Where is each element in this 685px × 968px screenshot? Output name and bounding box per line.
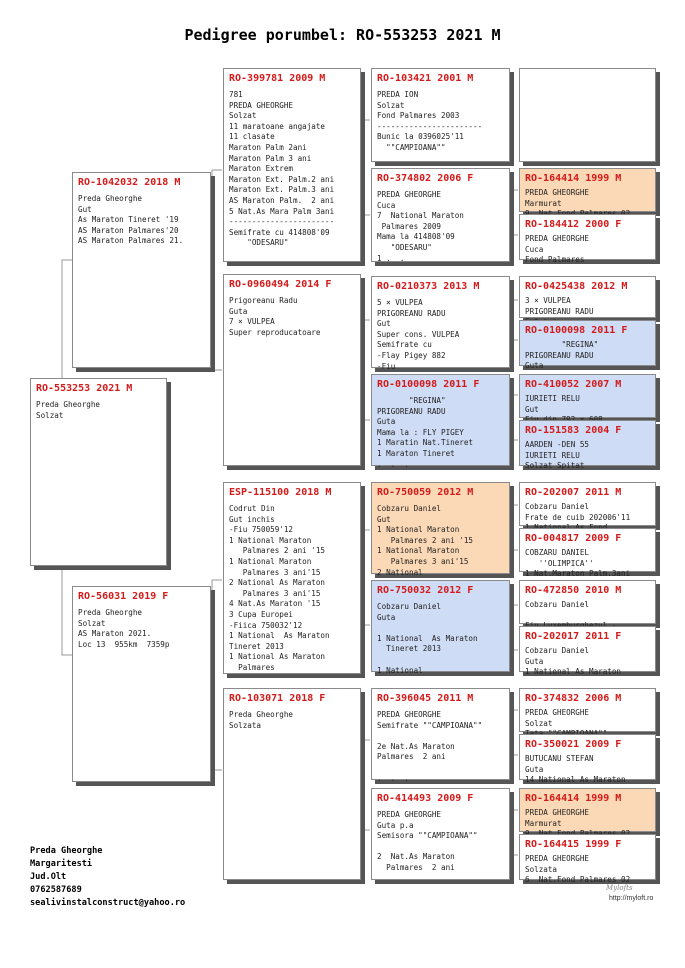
pigeon-details: Preda Gheorghe Solzat AS Maraton 2021. Loc 13 955km 7359p	[78, 608, 170, 649]
pigeon-details: Cobzaru Daniel Guta 1 National As Maraton	[525, 646, 622, 677]
pigeon-details: BUTUCANU STEFAN Guta 14 National As Maraton	[525, 754, 626, 785]
pigeon-card-gen4-4[interactable]	[519, 214, 656, 265]
pigeon-card-gen3-7[interactable]	[371, 688, 510, 783]
ring-number: RO-004817 2009 F	[525, 533, 622, 544]
pigeon-card-gen3-8[interactable]	[371, 788, 510, 880]
pigeon-card-gen4-7[interactable]	[519, 374, 656, 418]
pigeon-card-dam-dam[interactable]	[223, 688, 361, 880]
ring-number: RO-164415 1999 F	[525, 839, 622, 850]
pigeon-card-sire-dam[interactable]	[223, 274, 361, 466]
pigeon-card-gen3-5[interactable]	[371, 482, 510, 577]
ring-number: RO-56031 2019 F	[78, 591, 169, 602]
pigeon-details: 5 × VULPEA PRIGOREANU RADU Gut Super cons. VULPEA Semifrate cu -Flay Pigey 882 -Fiu	[377, 298, 460, 371]
pigeon-card-gen4-10[interactable]	[519, 528, 656, 579]
ring-number: RO-103071 2018 F	[229, 693, 326, 704]
pigeon-details: PREDA GHEORGHE Guta p.a Semisora ""CAMPIOANA"" 2 Nat.As Maraton Palmares 2 ani	[377, 810, 478, 872]
ring-number: ESP-115100 2018 M	[229, 487, 332, 498]
pigeon-details: Preda Gheorghe Solzat	[36, 400, 101, 420]
pigeon-details: 781 PREDA GHEORGHE Solzat 11 maratoane angajate 11 clasate Maraton Palm 2ani Maraton Palm 3 ani Maraton Extrem Maraton Ext. Palm.2 ani Maraton Ext. Palm.3 ani AS Maraton Palm. 2 ani 5 Nat.As Mara Palm 3ani ----------------------- Semifrate cu 414808'09 "ODESARU"	[229, 90, 335, 248]
pigeon-card-gen3-4[interactable]	[371, 374, 510, 469]
owner-county: Jud.Olt	[30, 872, 67, 882]
ring-number: RO-553253 2021 M	[36, 383, 133, 394]
pigeon-details: PREDA GHEORGHE Marmurat	[525, 808, 590, 828]
pigeon-card-gen3-3[interactable]	[371, 276, 510, 371]
ring-number: RO-472850 2010 M	[525, 585, 622, 596]
pigeon-details: Preda Gheorghe Solzata	[229, 710, 294, 730]
ring-number: RO-750059 2012 M	[377, 487, 474, 498]
page-title: Pedigree porumbel: RO-553253 2021 M	[184, 26, 501, 44]
ring-number: RO-396045 2011 M	[377, 693, 474, 704]
owner-contact-block	[30, 845, 185, 910]
ring-number: RO-1042032 2018 M	[78, 177, 181, 188]
pigeon-card-gen4-12[interactable]	[519, 626, 656, 677]
ring-number: RO-0210373 2013 M	[377, 281, 480, 292]
pigeon-card-gen4-14[interactable]	[519, 734, 656, 785]
ring-number: RO-164414 1999 M	[525, 793, 622, 804]
pigeon-card-gen4-empty	[519, 68, 656, 162]
ring-number: RO-184412 2000 F	[525, 219, 622, 230]
ring-number: RO-0100098 2011 F	[525, 325, 628, 336]
ring-number: RO-0425438 2012 M	[525, 281, 628, 292]
footer-signature: Mylofts	[606, 884, 633, 892]
pigeon-card-gen3-2[interactable]	[371, 168, 510, 262]
pigeon-details: COBZARU DANIEL ''OLIMPICA'' 1 Nat.Maraton Palm.3ani	[525, 548, 631, 579]
pigeon-card-gen3-6[interactable]	[371, 580, 510, 675]
pigeon-details: PREDA GHEORGHE Semifrate ""CAMPIOANA"" 2e Nat.As Maraton Palmares 2 ani . . .	[377, 710, 483, 783]
pigeon-card-subject[interactable]	[30, 378, 167, 566]
pigeon-card-dam-sire[interactable]	[223, 482, 361, 674]
pigeon-card-sire-sire[interactable]	[223, 68, 361, 262]
pigeon-card-gen4-8[interactable]	[519, 420, 656, 471]
pigeon-details: Cobzaru Daniel Gut 1 National Maraton Palmares 2 ani '15 1 National Maraton Palmares 3 ani'15 2 National	[377, 504, 474, 577]
pigeon-card-gen4-13[interactable]	[519, 688, 656, 732]
ring-number: RO-0960494 2014 F	[229, 279, 332, 290]
ring-number: RO-350021 2009 F	[525, 739, 622, 750]
pigeon-details: PREDA GHEORGHE Marmurat	[525, 188, 590, 208]
pigeon-card-dam[interactable]	[72, 586, 211, 782]
ring-number: RO-399781 2009 M	[229, 73, 326, 84]
footer-site-link[interactable]: http://myloft.ro	[609, 895, 654, 902]
ring-number: RO-374832 2006 M	[525, 693, 622, 704]
pigeon-details: 3 × VULPEA PRIGOREANU RADU	[525, 296, 594, 316]
pigeon-card-gen4-16[interactable]	[519, 834, 656, 885]
pigeon-details: Cobzaru Daniel	[525, 600, 590, 609]
pigeon-details: PREDA GHEORGHE Solzata 6 Nat.Fond Palmares 02	[525, 854, 631, 885]
ring-number: RO-202007 2011 M	[525, 487, 622, 498]
pigeon-details: PREDA ION Solzat Fond Palmares 2003 ----------------------- Bunic la 0396025'11 ""CAMPIOANA""	[377, 90, 483, 152]
ring-number: RO-103421 2001 M	[377, 73, 474, 84]
pigeon-details: Cobzaru Daniel Frate de cuib 202006'11	[525, 502, 631, 522]
ring-number: RO-374802 2006 F	[377, 173, 474, 184]
owner-town: Margaritesti	[30, 859, 93, 869]
pigeon-details: Codrut Din Gut inchis -Fiu 750059'12 1 National Maraton Palmares 2 ani '15 1 National Maraton Palmares 3 ani'15 2 National As Maraton Palmares 3 ani'15 4 Nat.As Maraton '15 3 Cupa Europei -Fiica 750032'12 1 National As Maraton Tineret 2013 1 National As Maraton Palmares	[229, 504, 330, 672]
pigeon-details: Cobzaru Daniel Guta 1 National As Maraton Tineret 2013 1 National	[377, 602, 478, 675]
pigeon-card-gen4-9[interactable]	[519, 482, 656, 526]
pigeon-details: "REGINA" PRIGOREANU RADU Guta Mama la : FLY PIGEY 1 Maratin Nat.Tineret 1 Maraton Tineret . . .	[377, 396, 474, 469]
pigeon-card-gen4-5[interactable]	[519, 276, 656, 318]
ring-number: RO-750032 2012 F	[377, 585, 474, 596]
ring-number: RO-410052 2007 M	[525, 379, 622, 390]
pigeon-card-gen3-1[interactable]	[371, 68, 510, 162]
owner-email[interactable]: sealivinstalconstruct@yahoo.ro	[30, 898, 186, 908]
pigeon-card-gen4-6[interactable]	[519, 320, 656, 371]
ring-number: RO-0100098 2011 F	[377, 379, 480, 390]
ring-number: RO-202017 2011 F	[525, 631, 622, 642]
pigeon-details: Preda Gheorghe Gut As Maraton Tineret '19 AS Maraton Palmares'20 AS Maraton Palmares 21.	[78, 194, 184, 246]
pigeon-details: AARDEN -DEN 55 IURIETI RELU Solzat Spitat	[525, 440, 590, 471]
pigeon-card-sire[interactable]	[72, 172, 211, 368]
ring-number: RO-414493 2009 F	[377, 793, 474, 804]
ring-number: RO-164414 1999 M	[525, 173, 622, 184]
pigeon-details: Prigoreanu Radu Guta 7 × VULPEA Super reproducatoare	[229, 296, 321, 337]
owner-name: Preda Gheorghe	[30, 846, 103, 856]
pigeon-card-gen4-11[interactable]	[519, 580, 656, 624]
pigeon-details: "REGINA" PRIGOREANU RADU Guta	[525, 340, 599, 371]
ring-number: RO-151583 2004 F	[525, 425, 622, 436]
pigeon-details: IURIETI RELU Gut	[525, 394, 580, 414]
pigeon-card-gen4-15[interactable]	[519, 788, 656, 832]
pigeon-details: PREDA GHEORGHE Solzat	[525, 708, 590, 728]
owner-phone: 0762587689	[30, 885, 82, 895]
pigeon-details: PREDA GHEORGHE Cuca Fond Palmares	[525, 234, 590, 265]
pigeon-card-gen4-3[interactable]	[519, 168, 656, 212]
pigeon-details: PREDA GHEORGHE Cuca 7 National Maraton Palmares 2009 Mama la 414808'09 "ODESARU" 1 . .	[377, 190, 464, 263]
